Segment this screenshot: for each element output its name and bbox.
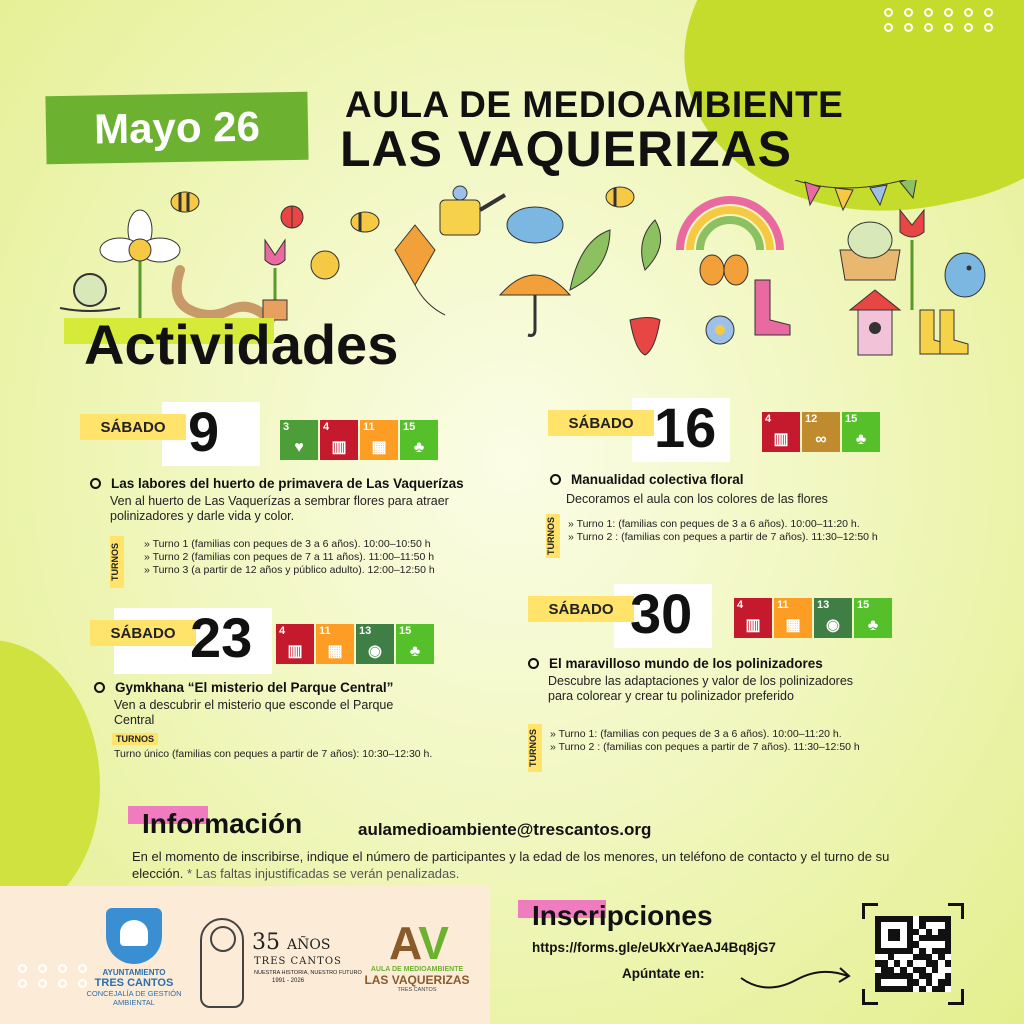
info-text: En el momento de inscribirse, indique el número de participantes y la edad de los menores, un teléfono de contacto y el turno de su elección. * Las faltas injustificadas se verán penalizadas. — [132, 849, 890, 881]
logo-text: AYUNTAMIENTO — [102, 968, 166, 977]
day-number: 23 — [190, 606, 253, 669]
bullet-icon — [550, 474, 561, 485]
ods-13-icon: 13 ◉ — [356, 624, 394, 664]
bee-icon — [351, 212, 379, 232]
activity-title: El maravilloso mundo de los polinizadores — [528, 656, 823, 671]
ods-11-icon: 11 ▦ — [774, 598, 812, 638]
snail-icon — [60, 274, 120, 311]
kite-icon — [395, 225, 445, 315]
tulip-icon — [263, 240, 287, 320]
birdhouse-icon — [850, 290, 900, 355]
day-label: SÁBADO — [528, 596, 634, 622]
info-note: * Las faltas injustificadas se verán penalizadas. — [186, 866, 460, 881]
watering-can-icon — [440, 186, 505, 235]
sun-icon — [311, 251, 339, 279]
turns-list — [550, 728, 860, 754]
town-shield-icon — [106, 908, 162, 964]
flower-icon — [706, 316, 734, 344]
turns-label: TURNOS — [546, 514, 560, 558]
decorative-dots-bottom — [18, 964, 92, 988]
ods-12-icon: 12 ∞ — [802, 412, 840, 452]
day-label: SÁBADO — [548, 410, 654, 436]
activity-description: Descubre las adaptaciones y valor de los polinizadores para colorear y crear tu polinizador preferido — [548, 674, 854, 703]
statue-icon — [200, 918, 244, 1008]
leaf-icon — [642, 220, 661, 270]
turn-item: Turno único (familias con peques a partir de 7 años): 10:30–12:30 h. — [114, 748, 433, 760]
day-number: 9 — [188, 400, 220, 463]
bird-icon — [945, 253, 985, 297]
turn-item: » Turno 2 (familias con peques de 7 a 11 años). 11:00–11:50 h — [144, 551, 435, 563]
registration-cta: Apúntate en: — [622, 966, 705, 981]
title-line-1: AULA DE MEDIOAMBIENTE — [345, 84, 844, 125]
turn-item: » Turno 2 : (familias con peques a partir de 7 años). 11:30–12:50 h — [568, 531, 878, 543]
logo-text: TRES CANTOS — [254, 956, 342, 967]
left-blob — [0, 640, 100, 920]
bee-icon — [171, 192, 199, 212]
rainbow-icon — [680, 200, 780, 250]
decorative-dots-top — [884, 8, 998, 32]
ods-4-icon: 4 ▥ — [762, 412, 800, 452]
info-email[interactable]: aulamedioambiente@trescantos.org — [358, 820, 652, 839]
day-number: 30 — [630, 582, 693, 645]
qr-code[interactable] — [862, 903, 964, 1005]
activity-title: Las labores del huerto de primavera de Las Vaquerízas — [90, 476, 464, 491]
registration-url[interactable]: https://forms.gle/eUkXrYaeAJ4Bq8jG7 — [532, 940, 776, 955]
ayuntamiento-logo — [86, 908, 182, 1007]
bullet-icon — [528, 658, 539, 669]
ods-4-icon: 4 ▥ — [276, 624, 314, 664]
activity-description: Ven al huerto de Las Vaquerízas a sembrar flores para atraer polinizadores y darle vida y color. — [110, 494, 449, 523]
ladybug-icon — [281, 206, 303, 228]
bee-icon — [606, 187, 634, 207]
ods-4-icon: 4 ▥ — [734, 598, 772, 638]
registration-title: Inscripciones — [532, 900, 713, 931]
ods-15-icon: 15 ♣ — [854, 598, 892, 638]
ods-15-icon: 15 ♣ — [396, 624, 434, 664]
ods-3-icon: 3 ♥ — [280, 420, 318, 460]
tulip-icon — [900, 210, 924, 310]
anniversary-number: 35 AÑOS — [252, 930, 331, 955]
ods-badges — [280, 420, 438, 460]
logo-text: AULA DE MEDIOAMBIENTE — [370, 966, 464, 973]
activity-title: Gymkhana “El misterio del Parque Central” — [94, 680, 393, 695]
title-line-2: LAS VAQUERIZAS — [340, 121, 792, 177]
logo-text: LAS VAQUERIZAS — [364, 973, 470, 987]
turn-item: » Turno 3 (a partir de 12 años y público adulto). 12:00–12:50 h — [144, 564, 435, 576]
bunting-icon — [795, 180, 935, 210]
aula-logo — [352, 917, 482, 993]
month-badge: Mayo 26 — [45, 92, 308, 165]
turns-label: TURNOS — [112, 733, 158, 745]
logo-text: NUESTRA HISTORIA, NUESTRO FUTURO — [254, 970, 362, 976]
ods-15-icon: 15 ♣ — [842, 412, 880, 452]
cloud-icon — [507, 207, 563, 243]
daisy-icon — [100, 210, 180, 320]
ods-badges — [276, 624, 434, 664]
basket-icon — [840, 222, 900, 280]
ods-11-icon: 11 ▦ — [316, 624, 354, 664]
ods-15-icon: 15 ♣ — [400, 420, 438, 460]
logo-text: TRES CANTOS — [397, 987, 437, 993]
ods-13-icon: 13 ◉ — [814, 598, 852, 638]
logo-text: CONCEJALÍA DE GESTIÓN AMBIENTAL — [86, 989, 182, 1007]
info-title: Información — [142, 808, 303, 839]
activity-description: Ven a descubrir el misterio que esconde el Parque Central — [114, 698, 394, 727]
boots-icon — [920, 310, 968, 354]
activity-title: Manualidad colectiva floral — [550, 472, 744, 487]
turn-item: » Turno 1: (familias con peques de 3 a 6 años). 10:00–11:20 h. — [550, 728, 842, 740]
umbrella-icon — [500, 275, 570, 335]
day-label: SÁBADO — [80, 414, 186, 440]
turns-list — [144, 538, 435, 577]
butterfly-icon — [700, 255, 748, 285]
ods-11-icon: 11 ▦ — [360, 420, 398, 460]
turn-item: » Turno 1 (familias con peques de 3 a 6 años). 10:00–10:50 h — [144, 538, 431, 550]
boots-icon — [755, 280, 790, 335]
day-number: 16 — [654, 396, 717, 459]
turns-label: TURNOS — [110, 536, 124, 588]
day-label: SÁBADO — [90, 620, 196, 646]
ods-4-icon: 4 ▥ — [320, 420, 358, 460]
turn-item: » Turno 1: (familias con peques de 3 a 6 años). 10:00–11:20 h. — [568, 518, 860, 530]
av-mark-icon: AV — [389, 917, 445, 969]
logo-text: 1991 - 2026 — [272, 978, 305, 984]
turns-list — [568, 518, 878, 544]
section-title: Actividades — [84, 313, 399, 376]
strawberry-icon — [630, 318, 660, 356]
qr-pattern — [875, 916, 951, 992]
bullet-icon — [90, 478, 101, 489]
turn-item: » Turno 2 : (familias con peques a partir de 7 años). 11:30–12:50 h — [550, 741, 860, 753]
ods-badges — [734, 598, 892, 638]
turns-list — [114, 748, 432, 761]
activity-description: Decoramos el aula con los colores de las flores — [566, 492, 828, 506]
bullet-icon — [94, 682, 105, 693]
arrow-icon — [736, 958, 856, 998]
leaf-icon — [570, 230, 610, 290]
ods-badges — [762, 412, 880, 452]
turns-label: TURNOS — [528, 724, 542, 772]
logo-text: TRES CANTOS — [94, 977, 174, 989]
